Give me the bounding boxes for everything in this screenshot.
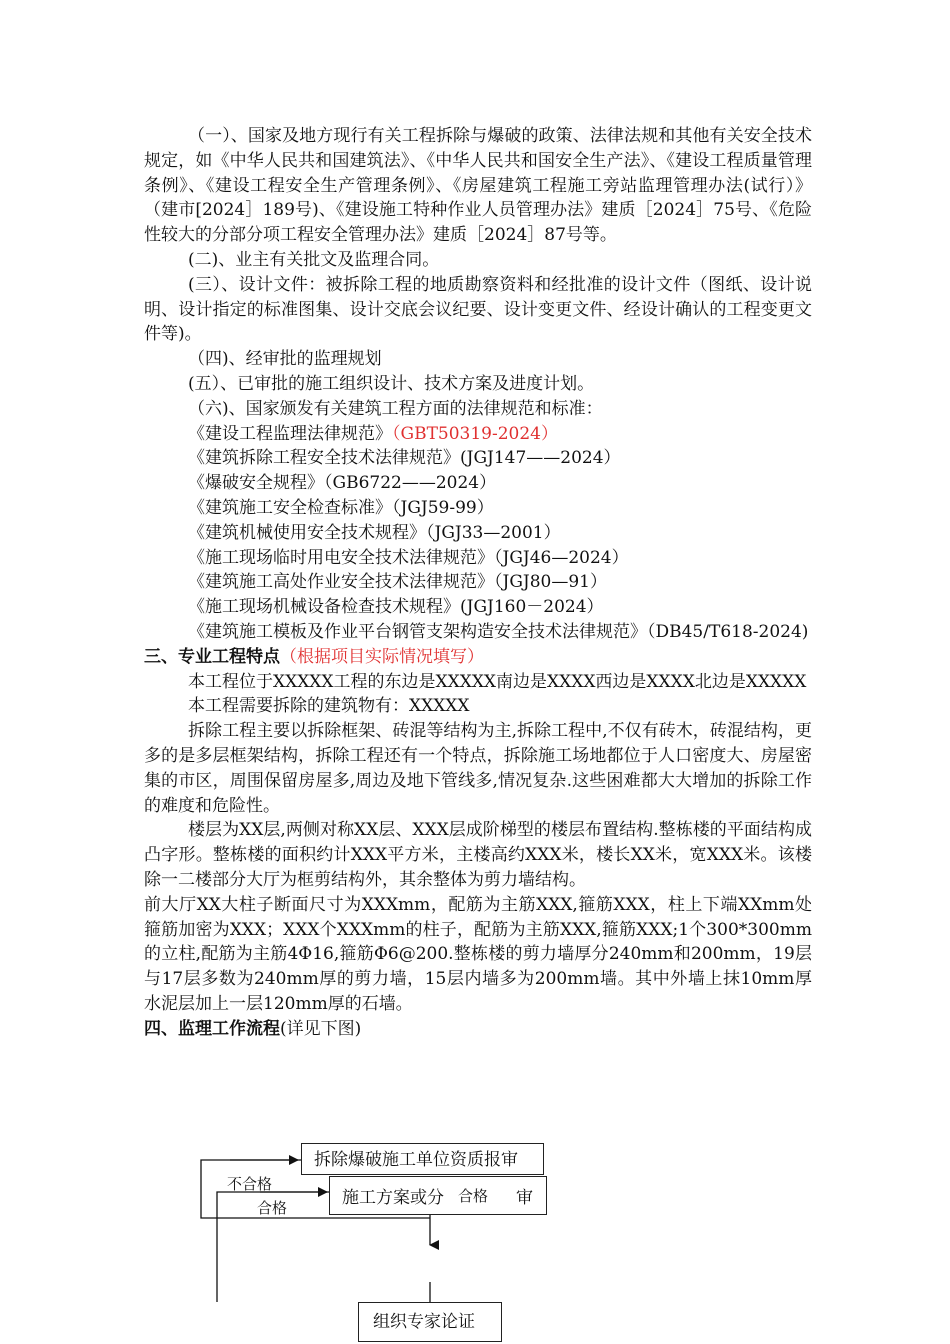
standard-name: 《建设工程监理法律规范》 bbox=[188, 423, 392, 444]
basis-item-5: (五）、已审批的施工组织设计、技术方案及进度计划。 bbox=[188, 373, 595, 394]
standard-name: 《施工现场机械设备检查技术规程》 bbox=[188, 597, 460, 618]
standard-code: （JGJ59-99） bbox=[392, 497, 494, 518]
buildings-paragraph: 本工程需要拆除的建筑物有：XXXXX bbox=[188, 696, 470, 717]
reinforcement-paragraph: 前大厅XX大柱子断面尺寸为XXXmm，配筋为主筋XXX,箍筋XXX，柱上下端XXmm处箍筋加密为XXX；XXX个XXXmm的柱子，配筋为主筋XXX,箍筋XXX;1个300*300mm的立柱,配筋为主筋4Φ16,箍筋Φ6@200.整栋楼的剪力墙厚分240mm和200mm，19层与17层多数为240mm厚的剪力墙，15层内墙多为200mm墙。其中外墙上抹10mm厚水泥层加上一层120mm厚的石墙。 bbox=[144, 894, 812, 1014]
standard-code: （GBT50319-2024） bbox=[392, 423, 558, 444]
standard-last: 《建筑施工模板及作业平台钢管支架构造安全技术法律规范》（DB45/T618-2024) bbox=[188, 621, 809, 642]
expert-review-label: 组织专家论证 bbox=[373, 1312, 475, 1332]
standard-code: (JGJ147——2024） bbox=[460, 448, 621, 469]
section-4-title: 四、监理工作流程 bbox=[144, 1018, 280, 1039]
standard-code: （JGJ33—2001） bbox=[426, 522, 561, 543]
plan-pass-label: 合格 bbox=[458, 1187, 489, 1205]
basis-item-6: （六)、国家颁发有关建筑工程方面的法律规范和标准： bbox=[188, 398, 603, 419]
reject-label-1: 不合格 bbox=[227, 1175, 273, 1193]
standard-code: （JGJ46—2024） bbox=[494, 547, 629, 568]
location-paragraph: 本工程位于XXXXX工程的东边是XXXXX南边是XXXX西边是XXXX北边是XXXXX bbox=[188, 671, 807, 692]
section-3-note: （根据项目实际情况填写） bbox=[280, 646, 484, 667]
standard-code: （JGJ80—91） bbox=[494, 572, 607, 593]
plan-review-suffix: 审 bbox=[516, 1188, 533, 1208]
expert-review-box bbox=[358, 1302, 502, 1342]
plan-review-box bbox=[329, 1176, 547, 1215]
standard-name: 《建筑施工高处作业安全技术法律规范》 bbox=[188, 572, 494, 593]
qualification-review-box bbox=[301, 1143, 544, 1175]
standard-name: 《建筑机械使用安全技术规程》 bbox=[188, 522, 426, 543]
basis-item-2: (二)、业主有关批文及监理合同。 bbox=[188, 249, 440, 270]
basis-item-4: （四)、经审批的监理规划 bbox=[188, 349, 382, 370]
standard-code: (JGJ160－2024） bbox=[460, 597, 604, 618]
standard-name: 《爆破安全规程》 bbox=[188, 473, 324, 494]
structure-paragraph: 楼层为XX层,两侧对称XX层、XXX层成阶梯型的楼层布置结构.整栋楼的平面结构成凸字形。整栋楼的面积约计XXX平方米，主楼高约XXX米，楼长XX米，宽XXX米。该楼除一二楼部分大厅为框剪结构外，其余整体为剪力墙结构。 bbox=[144, 820, 812, 890]
basis-item-1: （一）、国家及地方现行有关工程拆除与爆破的政策、法律法规和其他有关安全技术规定，如《中华人民共和国建筑法》、《中华人民共和国安全生产法》、《建设工程质量管理条例》、《建设工程安全生产管理条例》、《房屋建筑工程施工旁站监理管理办法(试行）》（建市[2024］189号)、《建设施工特种作业人员管理办法》建质［2024］75号、《危险性较大的分部分项工程安全管理办法》建质［2024］87号等。 bbox=[144, 126, 812, 246]
features-paragraph: 拆除工程主要以拆除框架、砖混等结构为主,拆除工程中,不仅有砖木，砖混结构，更多的是多层框架结构，拆除工程还有一个特点，拆除施工场地都位于人口密度大、房屋密集的市区，周围保留房屋多,周边及地下管线多,情况复杂.这些困难都大大增加的拆除工作的难度和危险性。 bbox=[144, 721, 812, 816]
basis-item-3: (三）、设计文件：被拆除工程的地质勘察资料和经批准的设计文件（图纸、设计说明、设计指定的标准图集、设计交底会议纪要、设计变更文件、经设计确认的工程变更文件等)。 bbox=[144, 274, 812, 345]
section-3-title: 三、专业工程特点 bbox=[144, 646, 280, 667]
standard-name: 《建筑施工安全检查标准》 bbox=[188, 497, 392, 518]
section-4-note: (详见下图) bbox=[280, 1018, 362, 1039]
plan-review-label: 施工方案或分 bbox=[342, 1188, 444, 1208]
standard-name: 《建筑拆除工程安全技术法律规范》 bbox=[188, 448, 460, 469]
standard-code: （GB6722——2024） bbox=[324, 473, 497, 494]
qualification-review-label: 拆除爆破施工单位资质报审 bbox=[314, 1150, 518, 1170]
reject-label-2: 合格 bbox=[257, 1199, 288, 1217]
standard-name: 《施工现场临时用电安全技术法律规范》 bbox=[188, 547, 494, 568]
